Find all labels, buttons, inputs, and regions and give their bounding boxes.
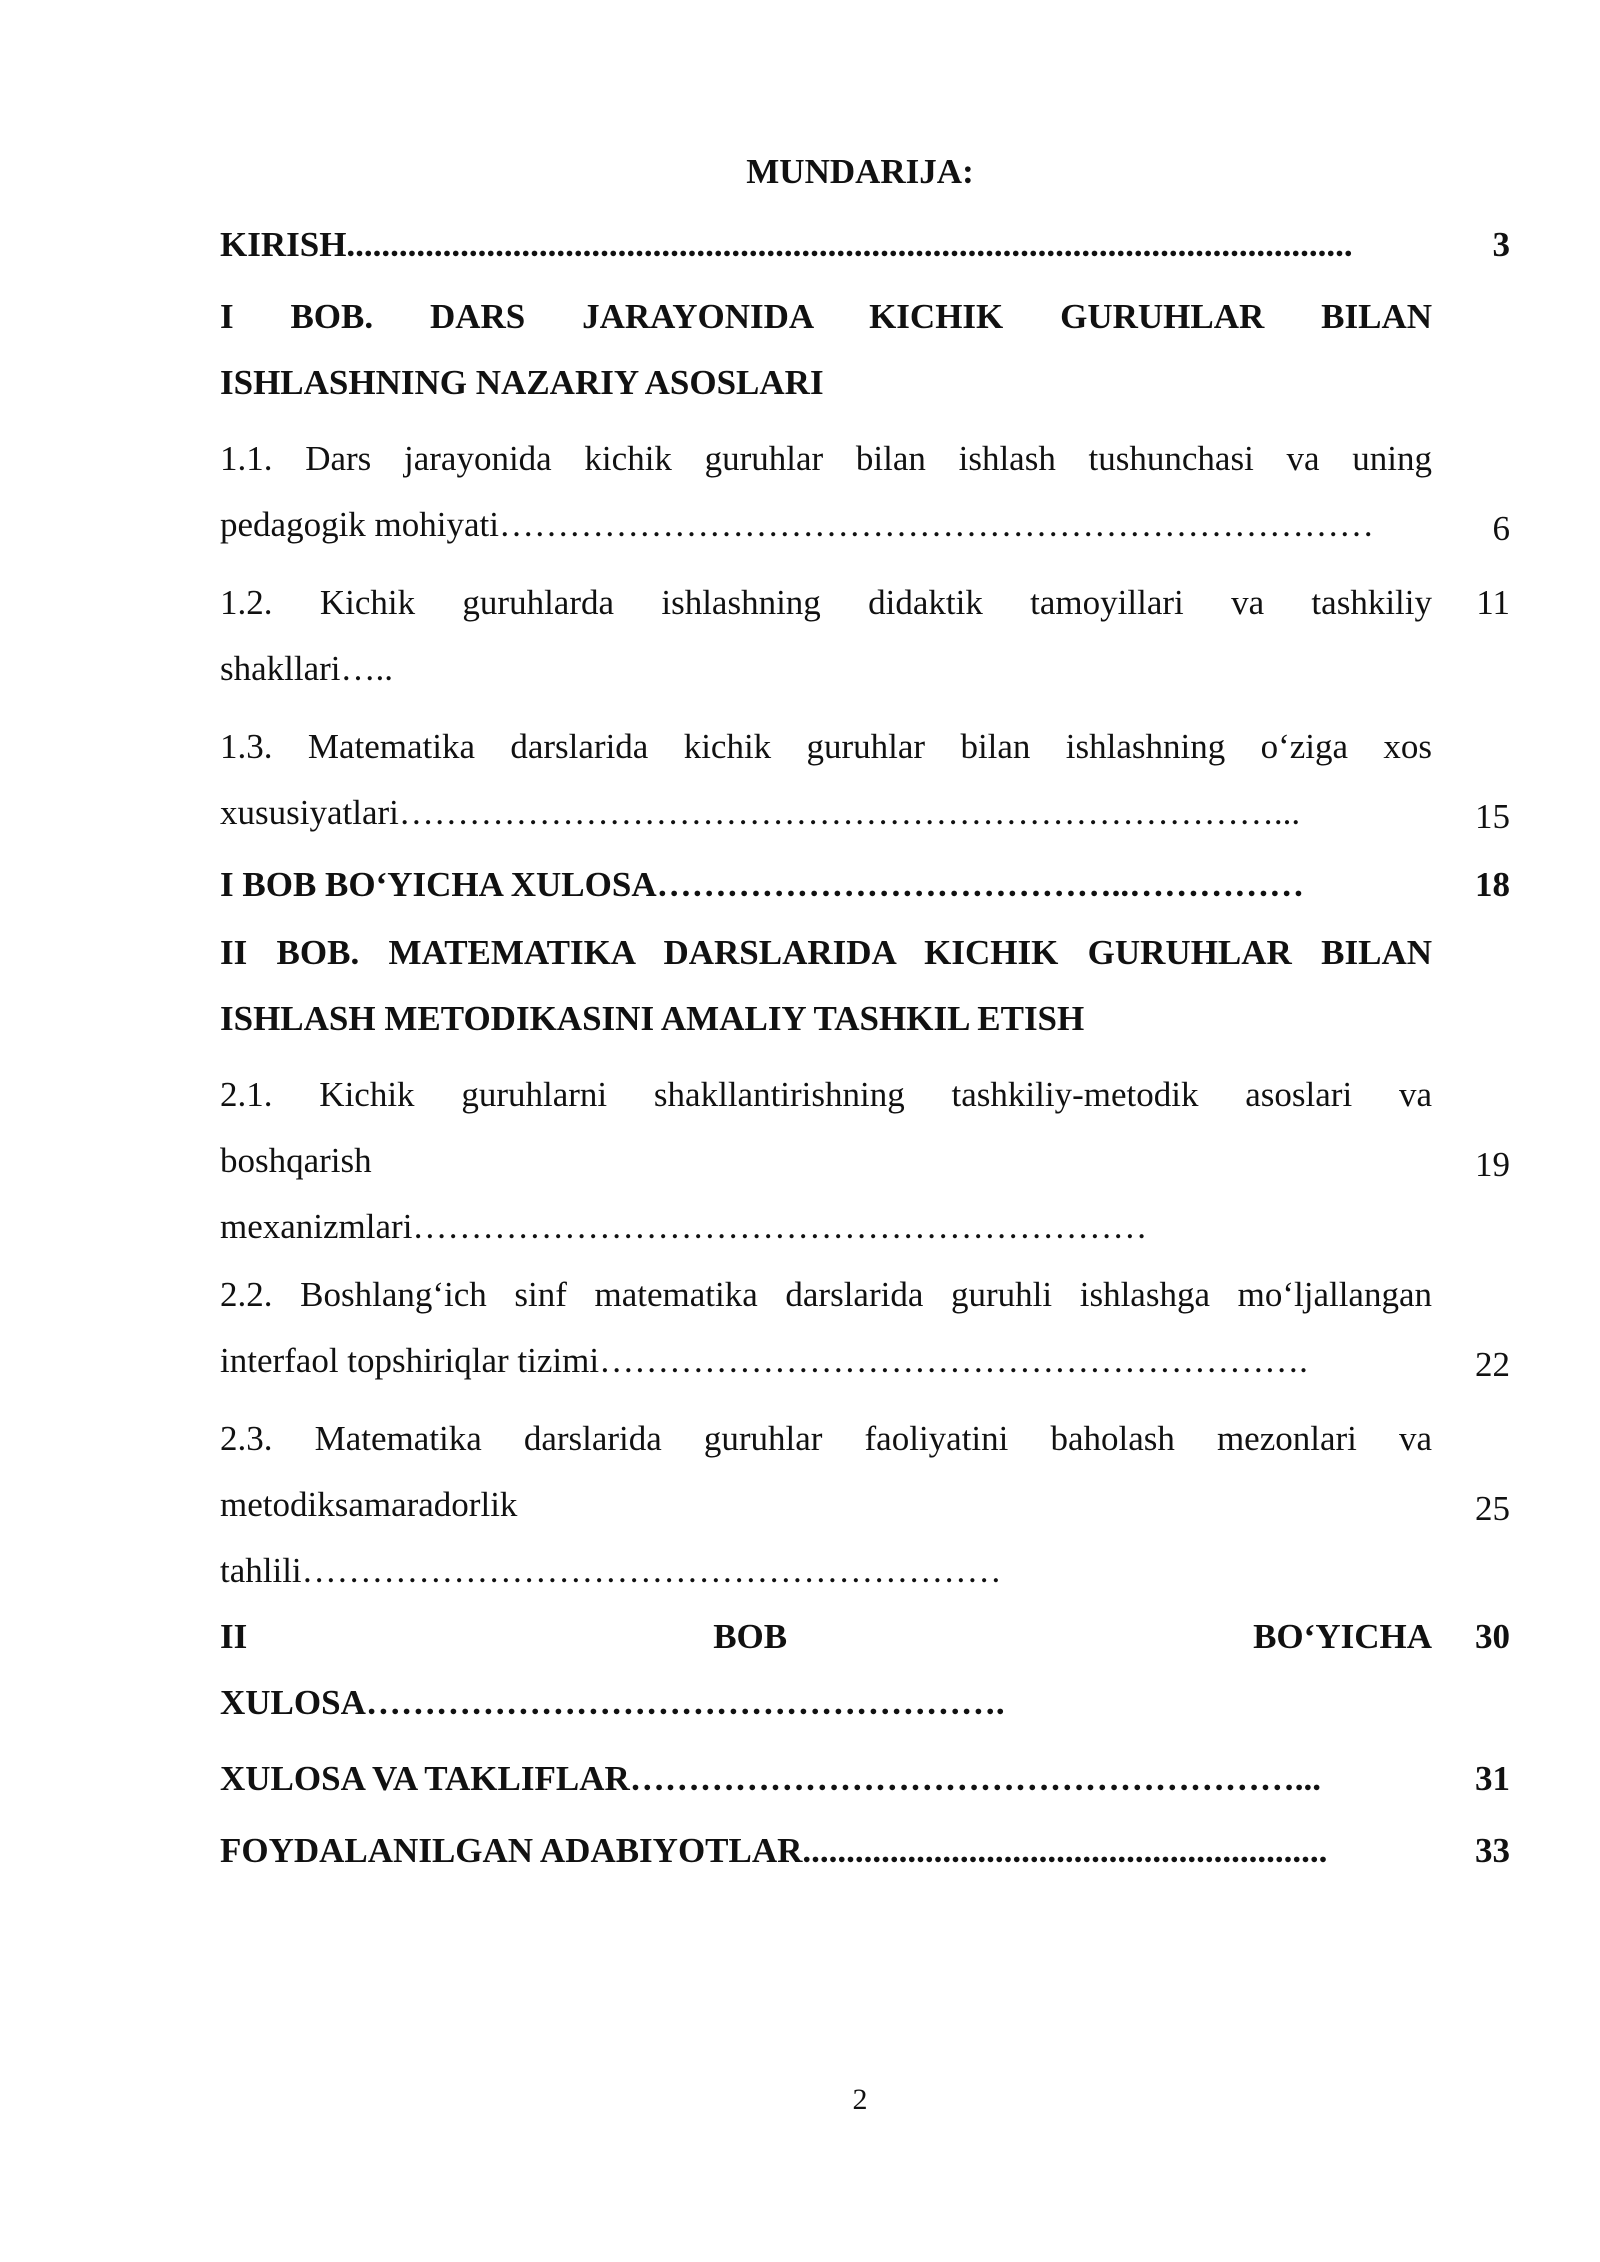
toc-entry-text: xususiyatlari…………………………………………………………………... <box>220 793 1301 832</box>
toc-entry-text: XULOSA………………………………………………. <box>220 1683 1005 1722</box>
toc-entry-text: FOYDALANILGAN ADABIYOTLAR............................................................ <box>220 1831 1328 1870</box>
toc-entry-text: tahlili…………………………………………………… <box>220 1551 1002 1590</box>
toc-entry-text: 1.2. Kichik guruhlarda ishlashning didaktik tamoyillari va tashkiliy <box>220 583 1432 622</box>
toc-page-number: 15 <box>1475 797 1510 836</box>
toc-title: MUNDARIJA: <box>746 152 974 191</box>
toc-page-number: 22 <box>1475 1345 1510 1384</box>
toc-page-number: 3 <box>1492 225 1510 264</box>
toc-entry-text: I BOB BO‘YICHA XULOSA…………………………………..…………… <box>220 865 1305 904</box>
toc-entry-text: 1.3. Matematika darslarida kichik guruhlar bilan ishlashning o‘ziga xos <box>220 727 1432 766</box>
toc-entry-text: interfaol topshiriqlar tizimi……………………………………………………. <box>220 1341 1308 1380</box>
page-number: 2 <box>852 2083 868 2116</box>
toc-page-number: 33 <box>1475 1831 1510 1870</box>
toc-entry-text: II BOB BO‘YICHA <box>220 1617 1432 1656</box>
toc-entry-text: II BOB. MATEMATIKA DARSLARIDA KICHIK GURUHLAR BILAN <box>220 933 1432 972</box>
toc-page-number: 18 <box>1475 865 1510 904</box>
toc-entry-text: KIRISH................................................................................................................... <box>220 225 1353 264</box>
toc-entry-text: 2.1. Kichik guruhlarni shakllantirishning tashkiliy-metodik asoslari va <box>220 1075 1432 1114</box>
toc-entry-text: 2.2. Boshlang‘ich sinf matematika darslarida guruhli ishlashga mo‘ljallangan <box>220 1275 1432 1314</box>
toc-entry-text: 2.3. Matematika darslarida guruhlar faoliyatini baholash mezonlari va <box>220 1419 1432 1458</box>
toc-entry-text: I BOB. DARS JARAYONIDA KICHIK GURUHLAR BILAN <box>220 297 1432 336</box>
toc-page-number: 6 <box>1492 509 1510 548</box>
toc-entry-text: ISHLASH METODIKASINI AMALIY TASHKIL ETISH <box>220 999 1085 1038</box>
toc-entry-text: shakllari….. <box>220 649 394 688</box>
toc-entry-text: ISHLASHNING NAZARIY ASOSLARI <box>220 363 824 402</box>
toc-page-number: 19 <box>1475 1145 1510 1184</box>
toc-entry-text: metodiksamaradorlik <box>220 1485 518 1524</box>
toc-entry-text: XULOSA VA TAKLIFLAR…………………………………………………... <box>220 1759 1322 1798</box>
toc-page-number: 25 <box>1475 1489 1510 1528</box>
toc-entry-text: pedagogik mohiyati………………………………………………………………… <box>220 505 1374 544</box>
toc-entry-text: 1.1. Dars jarayonida kichik guruhlar bilan ishlash tushunchasi va uning <box>220 439 1432 478</box>
toc-page-number: 11 <box>1476 583 1510 622</box>
toc-page-number: 30 <box>1475 1617 1510 1656</box>
toc-entry-text: mexanizmlari……………………………………………………… <box>220 1207 1148 1246</box>
toc-page-number: 31 <box>1475 1759 1510 1798</box>
toc-entry-text: boshqarish <box>220 1141 372 1180</box>
